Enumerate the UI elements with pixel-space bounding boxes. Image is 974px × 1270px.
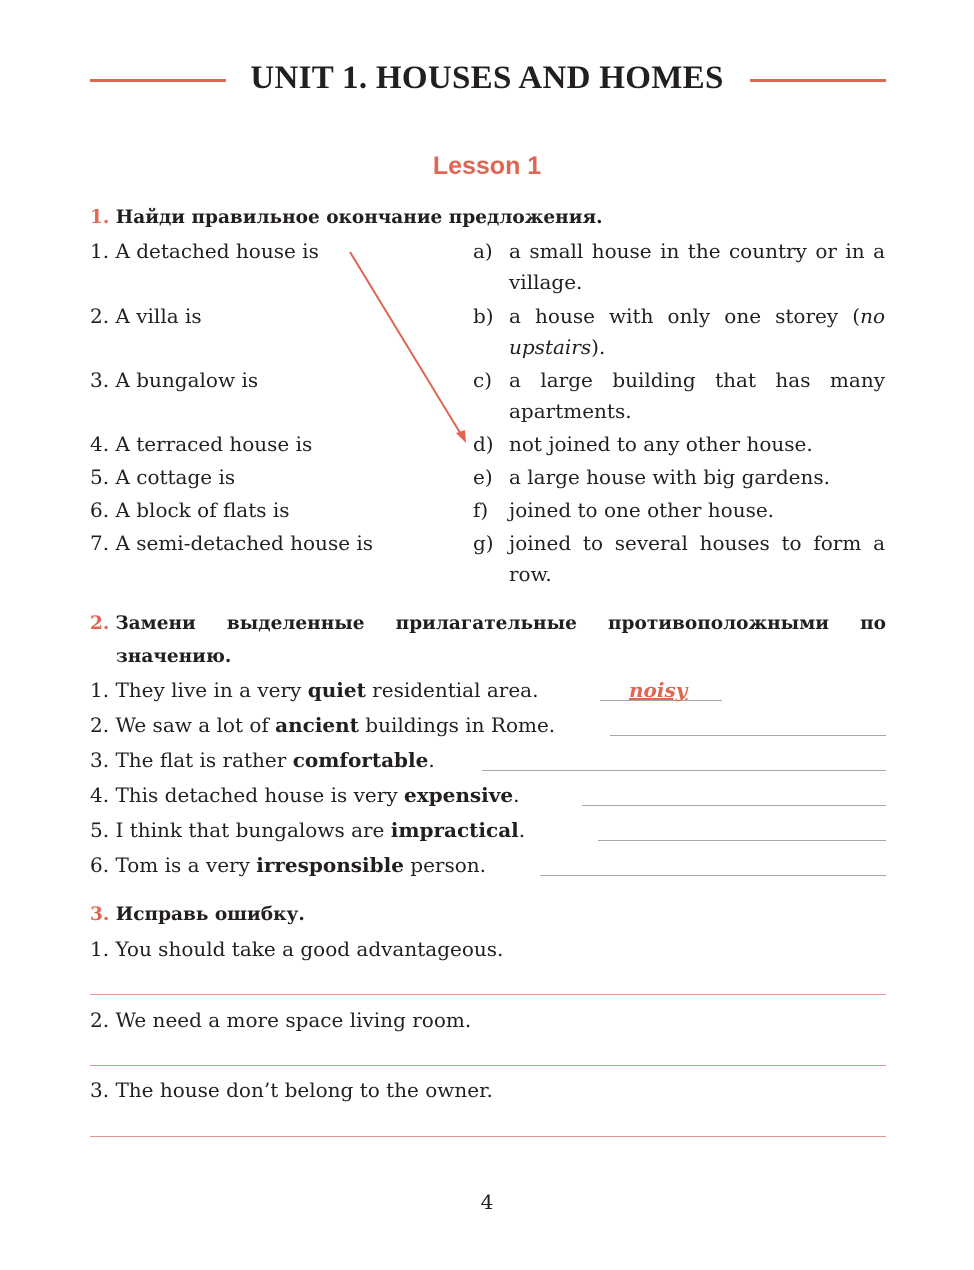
option-text: joined to one other house. [509,498,775,522]
task2-heading [90,607,886,673]
item-bold: irresponsible [256,853,404,877]
task2-instruction-line2: значению. [116,646,232,667]
option-text-pre: a house with only one storey ( [509,304,861,328]
match-arrow-line [350,252,462,436]
option-text: a small house in the country or in a village. [509,239,885,294]
task3-item-1: 1. You should take a good advantageous. [90,937,504,961]
option-letter: c) [473,368,493,392]
option-text: a large house with big gardens. [509,465,830,489]
option-letter: e) [473,465,493,489]
item-bold: quiet [307,678,366,702]
task2-blank-4[interactable] [582,805,886,806]
item-bold: expensive [403,783,514,807]
item-bold: comfortable [292,748,429,772]
task3-answer-line-1[interactable] [90,994,886,995]
option-letter: g) [473,531,494,555]
option-letter: b) [473,304,494,328]
option-text: not joined to any other house. [509,432,813,456]
item-post: residential area. [365,678,539,702]
task3-item-3: 3. The house don’t belong to the owner. [90,1078,493,1102]
match-arrow-head [456,430,466,443]
option-text: a large building that has many apartments. [509,368,885,423]
item-pre: 3. The flat is rather [90,748,293,772]
task2-item-6 [90,849,486,881]
option-letter: a) [473,239,493,263]
task2-item-4 [90,779,519,811]
item-pre: 2. We saw a lot of [90,713,276,737]
option-text: joined to several houses to form a row. [509,531,885,586]
task1-instruction: Найди правильное окончание предложения. [115,207,603,228]
task2-item-2 [90,709,555,741]
task1-number: 1. [90,207,110,228]
task2-instruction-line1 [90,607,886,640]
match-arrow [0,0,974,600]
option-text-italic: no upstairs [509,304,885,359]
task2-item-5 [90,814,525,846]
task2-instruction: Замени выделенные прилагательные противоположными по [115,613,886,634]
item-pre: 1. They live in a very [90,678,308,702]
task3-item-2: 2. We need a more space living room. [90,1008,472,1032]
item-post: . [518,818,526,842]
item-post: buildings in Rome. [358,713,556,737]
task2-number: 2. [90,613,110,634]
task1-left-4: 4. A terraced house is [90,432,313,456]
task3-heading [90,898,305,931]
task1-left-1: 1. A detached house is [90,239,319,263]
task2-blank-5[interactable] [598,840,886,841]
task1-left-5: 5. A cottage is [90,465,236,489]
item-pre: 4. This detached house is very [90,783,404,807]
item-post: . [428,748,435,772]
task2-answer-1: noisy [629,678,688,702]
task2-item-3 [90,744,435,776]
lesson-title: Lesson 1 [432,152,542,180]
task3-answer-line-2[interactable] [90,1065,886,1066]
unit-title-text: UNIT 1. HOUSES AND HOMES [240,60,733,96]
task1-left-3: 3. A bungalow is [90,368,259,392]
task2-blank-6[interactable] [540,875,886,876]
item-pre: 5. I think that bungalows are [90,818,391,842]
item-post: . [513,783,520,807]
task3-number: 3. [90,904,110,925]
task3-answer-line-3[interactable] [90,1136,886,1137]
item-bold: impractical [390,818,519,842]
option-letter: f) [473,498,489,522]
task1-left-7: 7. A semi-detached house is [90,531,374,555]
item-pre: 6. Tom is a very [90,853,257,877]
task1-left-2: 2. A villa is [90,304,202,328]
task2-blank-3[interactable] [482,770,886,771]
item-bold: ancient [275,713,359,737]
page-number: 4 [480,1190,494,1214]
option-letter: d) [473,432,494,456]
item-post: person. [403,853,487,877]
task2-blank-2[interactable] [610,735,886,736]
option-text-post: ). [591,335,606,359]
task3-instruction: Исправь ошибку. [115,904,305,925]
task2-item-1 [90,674,538,706]
task1-left-6: 6. A block of flats is [90,498,290,522]
